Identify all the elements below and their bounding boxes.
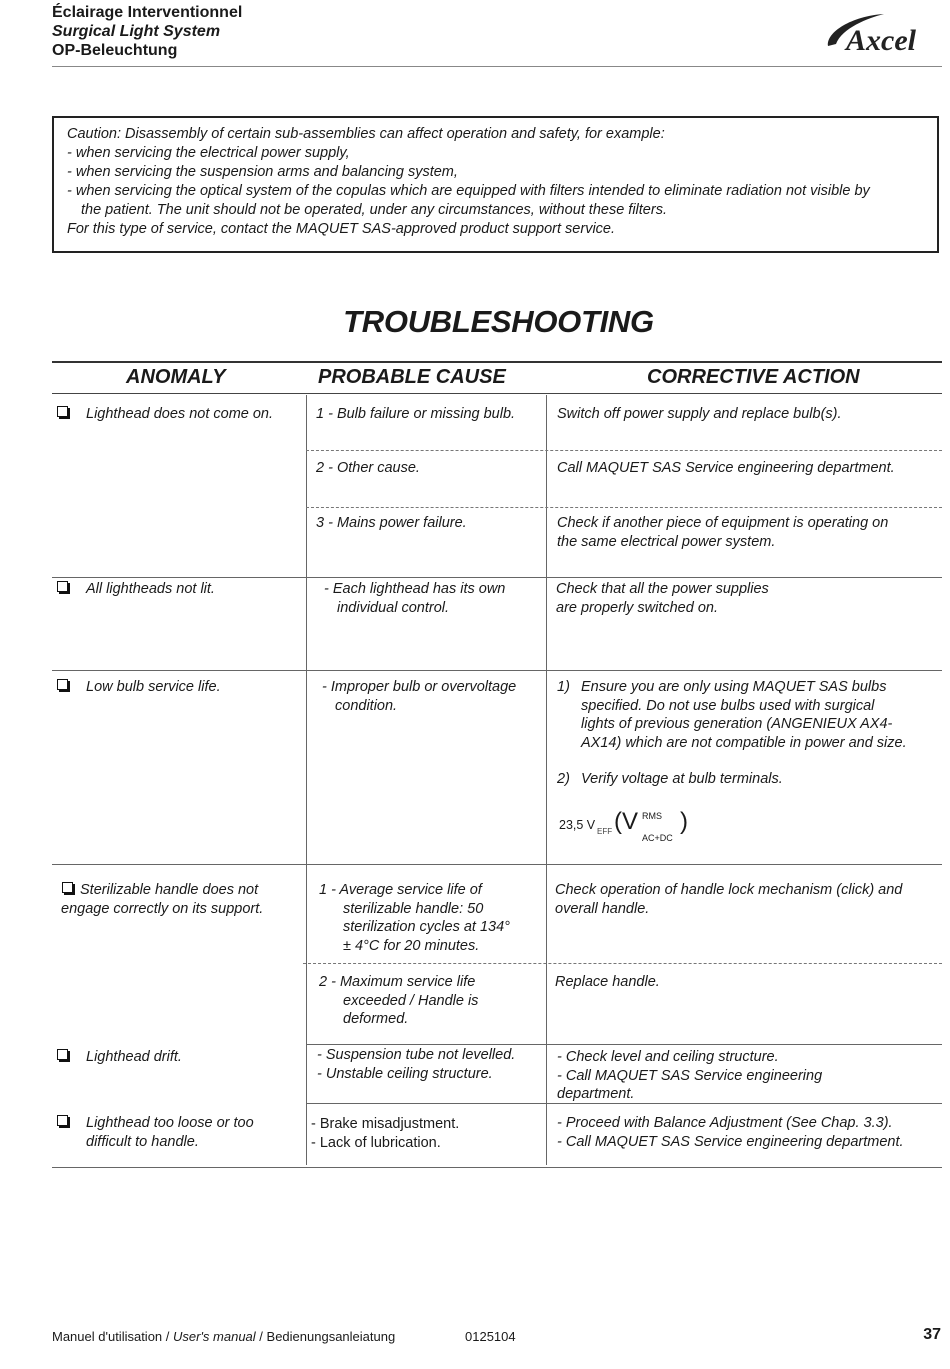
column-divider bbox=[546, 395, 547, 1165]
action-text: AX14) which are not compatible in power and size. bbox=[581, 734, 907, 751]
page-number: 37 bbox=[923, 1326, 941, 1343]
caution-line: For this type of service, contact the MAQUET SAS-approved product support service. bbox=[67, 221, 616, 237]
caution-line: - when servicing the electrical power supply, bbox=[67, 145, 350, 161]
cause-text: ± 4°C for 20 minutes. bbox=[343, 937, 480, 954]
cause-cell bbox=[319, 973, 478, 1029]
cause-cell bbox=[322, 678, 516, 715]
action-text: Verify voltage at bulb terminals. bbox=[581, 771, 783, 787]
action-text: lights of previous generation (ANGENIEUX AX4- bbox=[581, 716, 893, 732]
action-text: Call MAQUET SAS Service engineering department. bbox=[557, 460, 895, 476]
footer-reference: 0125104 bbox=[465, 1329, 516, 1344]
action-text: - Check level and ceiling structure. bbox=[557, 1049, 779, 1065]
action-cell bbox=[557, 405, 842, 424]
voltage-paren-open: (V bbox=[614, 808, 638, 835]
header-title-en: Surgical Light System bbox=[52, 23, 221, 40]
cause-cell bbox=[317, 1046, 515, 1083]
cause-text: - Each lighthead has its own bbox=[324, 581, 506, 597]
cause-text: 3 - Mains power failure. bbox=[316, 515, 467, 531]
table-row bbox=[57, 405, 273, 424]
voltage-paren-close: ) bbox=[680, 808, 688, 835]
column-header-anomaly: ANOMALY bbox=[126, 366, 226, 388]
cause-text: - Unstable ceiling structure. bbox=[317, 1065, 493, 1082]
axcel-logo bbox=[824, 8, 942, 54]
cause-text: sterilizable handle: 50 bbox=[343, 900, 484, 917]
voltage-subscript: EFF bbox=[597, 827, 613, 836]
checkbox-icon bbox=[57, 1049, 68, 1060]
footer-manual-title bbox=[52, 1329, 395, 1344]
dashed-separator bbox=[306, 507, 942, 508]
anomaly-text: Lighthead does not come on. bbox=[86, 406, 274, 422]
checkbox-icon bbox=[57, 679, 68, 690]
row-rule bbox=[306, 1044, 942, 1045]
cause-text: 1 - Average service life of bbox=[319, 882, 482, 898]
action-text: Ensure you are only using MAQUET SAS bulbs bbox=[581, 679, 887, 695]
caution-line: the patient. The unit should not be operated, under any circumstances, without these filters. bbox=[81, 202, 667, 218]
action-text: Check if another piece of equipment is operating on bbox=[557, 515, 889, 531]
column-header-cause: PROBABLE CAUSE bbox=[318, 366, 506, 388]
anomaly-text: Lighthead too loose or too bbox=[86, 1115, 254, 1131]
caution-line: - when servicing the suspension arms and balancing system, bbox=[67, 164, 458, 180]
anomaly-text: All lightheads not lit. bbox=[86, 581, 215, 597]
header-rule bbox=[52, 66, 942, 67]
caution-box bbox=[52, 116, 939, 253]
table-row bbox=[57, 1048, 182, 1067]
footer-de: / Bedienungsanleiatung bbox=[255, 1329, 396, 1344]
action-text: the same electrical power system. bbox=[557, 533, 776, 550]
action-cell bbox=[557, 1048, 822, 1104]
header-title-de: OP-Beleuchtung bbox=[52, 42, 178, 59]
table-bottom-rule bbox=[52, 1167, 942, 1168]
table-top-rule bbox=[52, 361, 942, 363]
footer-en: User's manual bbox=[173, 1329, 256, 1344]
checkbox-icon bbox=[57, 1115, 68, 1126]
dashed-separator bbox=[306, 450, 942, 451]
cause-text: - Lack of lubrication. bbox=[311, 1134, 441, 1151]
column-divider bbox=[306, 395, 307, 1165]
footer-fr: Manuel d'utilisation / bbox=[52, 1329, 173, 1344]
cause-cell bbox=[316, 459, 420, 478]
checkbox-icon bbox=[57, 581, 68, 592]
cause-cell bbox=[324, 580, 505, 617]
action-text: Check that all the power supplies bbox=[556, 581, 769, 597]
cause-text: - Improper bulb or overvoltage bbox=[322, 679, 517, 695]
row-rule bbox=[52, 577, 942, 578]
cause-text: individual control. bbox=[337, 599, 450, 616]
action-cell bbox=[556, 580, 769, 617]
cause-text: 2 - Other cause. bbox=[316, 460, 420, 476]
anomaly-text: Sterilizable handle does not bbox=[80, 882, 259, 898]
action-text: are properly switched on. bbox=[556, 599, 718, 616]
cause-cell bbox=[316, 405, 515, 424]
action-cell bbox=[557, 1114, 904, 1151]
action-text: Replace handle. bbox=[555, 974, 660, 990]
action-text: - Call MAQUET SAS Service engineering department. bbox=[557, 1133, 904, 1150]
anomaly-text: Lighthead drift. bbox=[86, 1049, 182, 1065]
action-text: overall handle. bbox=[555, 900, 650, 917]
voltage-superscript: RMS bbox=[642, 811, 662, 821]
cause-text: - Suspension tube not levelled. bbox=[317, 1047, 516, 1063]
cause-text: condition. bbox=[335, 697, 398, 714]
cause-text: exceeded / Handle is bbox=[343, 992, 479, 1009]
anomaly-text: engage correctly on its support. bbox=[61, 900, 264, 917]
action-cell bbox=[557, 459, 895, 478]
row-rule bbox=[306, 1103, 942, 1104]
checkbox-icon bbox=[62, 882, 73, 893]
cause-cell bbox=[316, 514, 467, 533]
checkbox-icon bbox=[57, 406, 68, 417]
anomaly-text: difficult to handle. bbox=[86, 1133, 199, 1150]
cause-text: sterilization cycles at 134° bbox=[343, 919, 510, 935]
action-text: department. bbox=[557, 1086, 635, 1102]
page-title: TROUBLESHOOTING bbox=[343, 304, 654, 339]
table-row bbox=[57, 1114, 254, 1151]
cause-cell bbox=[319, 881, 510, 955]
action-cell bbox=[555, 973, 660, 992]
column-header-action: CORRECTIVE ACTION bbox=[647, 366, 860, 388]
cause-text: - Brake misadjustment. bbox=[311, 1116, 460, 1132]
cause-text: 2 - Maximum service life bbox=[319, 974, 476, 990]
dashed-separator bbox=[303, 963, 942, 964]
cause-cell bbox=[311, 1115, 459, 1152]
table-header-rule bbox=[52, 393, 942, 394]
action-text: Check operation of handle lock mechanism (click) and bbox=[555, 882, 903, 898]
action-cell bbox=[557, 678, 907, 789]
header-title-fr: Éclairage Interventionnel bbox=[52, 4, 243, 21]
action-cell bbox=[557, 514, 888, 551]
anomaly-text: Low bulb service life. bbox=[86, 679, 221, 695]
caution-line: - when servicing the optical system of the copulas which are equipped with filters intended to eliminate radiation not visible by bbox=[67, 183, 870, 199]
logo-text: Axcel bbox=[846, 24, 916, 54]
action-text: - Call MAQUET SAS Service engineering bbox=[557, 1067, 823, 1084]
action-text: specified. Do not use bulbs used with surgical bbox=[581, 697, 875, 714]
caution-line: Caution: Disassembly of certain sub-assemblies can affect operation and safety, for example: bbox=[67, 126, 665, 142]
action-text: Switch off power supply and replace bulb(s). bbox=[557, 406, 842, 422]
row-rule bbox=[52, 670, 942, 671]
action-text: - Proceed with Balance Adjustment (See Chap. 3.3). bbox=[557, 1115, 893, 1131]
row-rule bbox=[52, 864, 942, 865]
list-number: 2) bbox=[557, 771, 570, 787]
table-row bbox=[57, 881, 263, 918]
list-number: 1) bbox=[557, 679, 570, 695]
cause-text: 1 - Bulb failure or missing bulb. bbox=[316, 406, 516, 422]
action-cell bbox=[555, 881, 902, 918]
table-row bbox=[57, 678, 221, 697]
table-row bbox=[57, 580, 215, 599]
cause-text: deformed. bbox=[343, 1011, 409, 1027]
voltage-value: 23,5 V bbox=[559, 818, 596, 832]
voltage-subscript-acdc: AC+DC bbox=[642, 833, 673, 843]
